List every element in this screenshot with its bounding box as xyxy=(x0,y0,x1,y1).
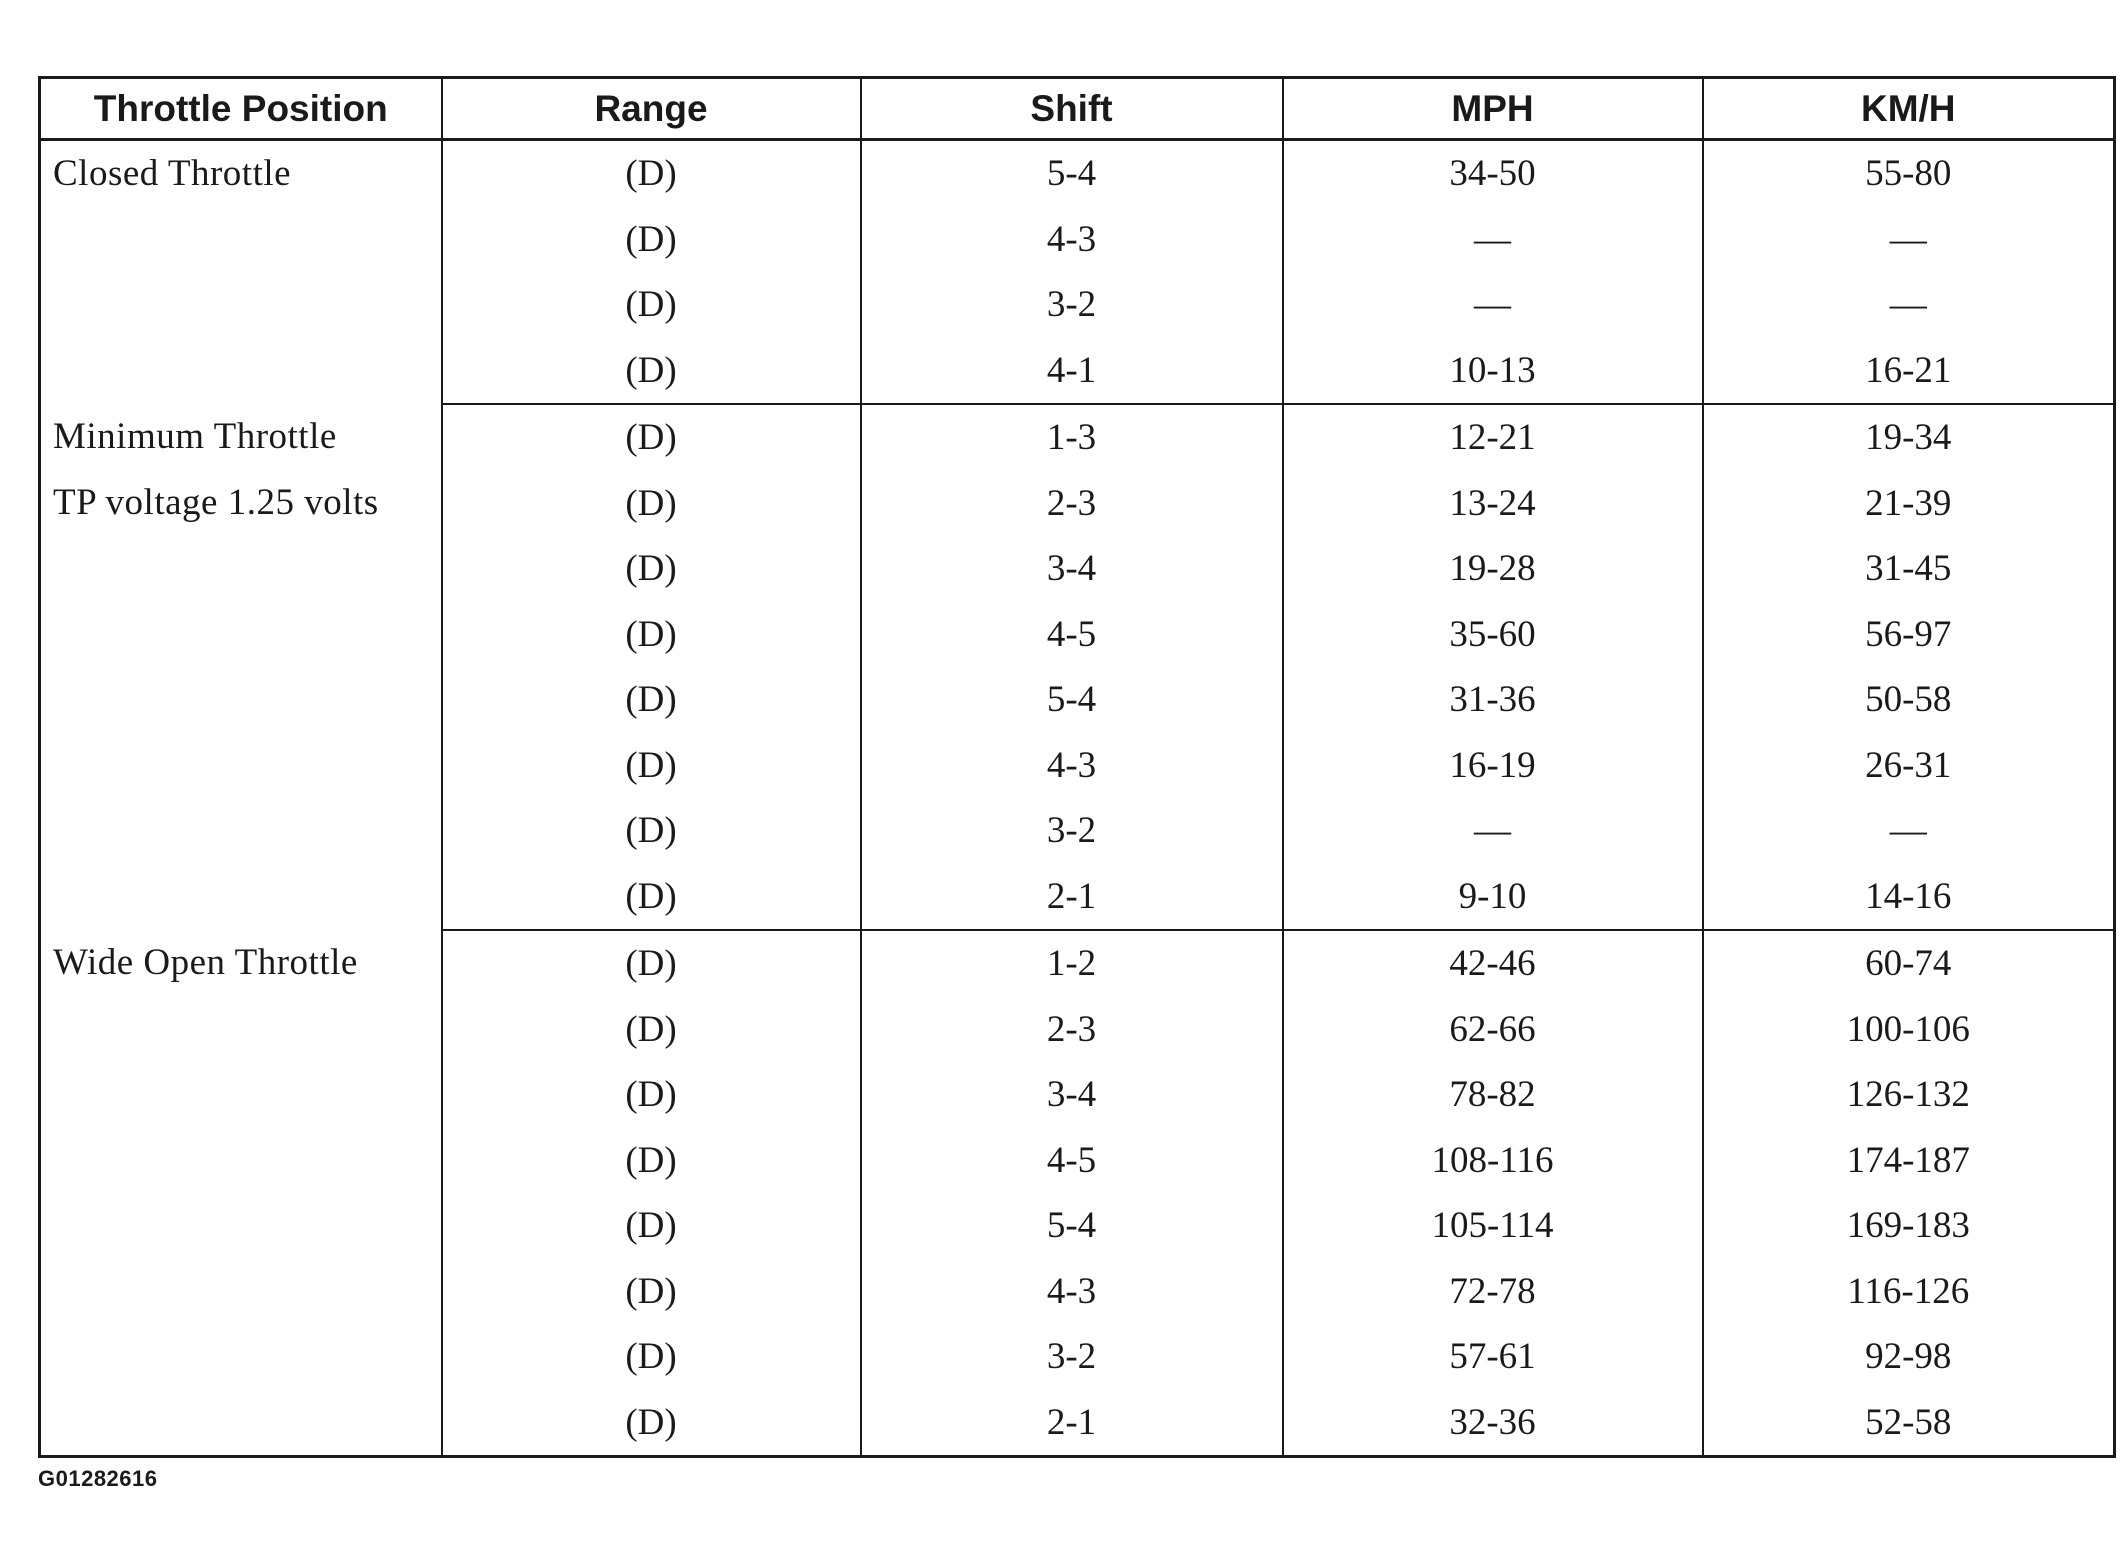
range-cell: (D) xyxy=(442,798,861,864)
shift-cell: 2-3 xyxy=(861,997,1283,1063)
table-row xyxy=(40,404,2115,471)
mph-cell: — xyxy=(1283,272,1703,338)
table-row xyxy=(40,140,2115,207)
mph-cell: — xyxy=(1283,207,1703,273)
shift-cell: 2-1 xyxy=(861,1390,1283,1457)
kmh-cell: 174-187 xyxy=(1703,1128,2115,1194)
kmh-cell: 55-80 xyxy=(1703,140,2115,207)
shift-speed-table xyxy=(38,76,2116,1458)
shift-cell: 4-3 xyxy=(861,207,1283,273)
kmh-cell: 116-126 xyxy=(1703,1259,2115,1325)
mph-cell: 19-28 xyxy=(1283,536,1703,602)
throttle-position-cell xyxy=(40,404,442,930)
shift-cell: 3-2 xyxy=(861,798,1283,864)
shift-cell: 4-1 xyxy=(861,338,1283,405)
shift-cell: 5-4 xyxy=(861,1193,1283,1259)
table-row xyxy=(40,930,2115,997)
shift-cell: 5-4 xyxy=(861,140,1283,207)
range-cell: (D) xyxy=(442,404,861,471)
range-cell: (D) xyxy=(442,602,861,668)
mph-cell: 31-36 xyxy=(1283,667,1703,733)
range-cell: (D) xyxy=(442,930,861,997)
range-cell: (D) xyxy=(442,1193,861,1259)
kmh-cell: 50-58 xyxy=(1703,667,2115,733)
kmh-cell: 126-132 xyxy=(1703,1062,2115,1128)
throttle-position-label: Closed Throttle xyxy=(53,153,292,194)
shift-cell: 2-3 xyxy=(861,471,1283,537)
header-shift: Shift xyxy=(861,78,1283,140)
range-cell: (D) xyxy=(442,864,861,931)
range-cell: (D) xyxy=(442,140,861,207)
mph-cell: 32-36 xyxy=(1283,1390,1703,1457)
mph-cell: 72-78 xyxy=(1283,1259,1703,1325)
mph-cell: 13-24 xyxy=(1283,471,1703,537)
mph-cell: 9-10 xyxy=(1283,864,1703,931)
kmh-cell: 60-74 xyxy=(1703,930,2115,997)
header-mph: MPH xyxy=(1283,78,1703,140)
kmh-cell: 100-106 xyxy=(1703,997,2115,1063)
shift-cell: 5-4 xyxy=(861,667,1283,733)
shift-cell: 1-3 xyxy=(861,404,1283,471)
range-cell: (D) xyxy=(442,1324,861,1390)
shift-cell: 4-5 xyxy=(861,1128,1283,1194)
range-cell: (D) xyxy=(442,471,861,537)
range-cell: (D) xyxy=(442,733,861,799)
shift-cell: 4-3 xyxy=(861,1259,1283,1325)
range-cell: (D) xyxy=(442,536,861,602)
range-cell: (D) xyxy=(442,1259,861,1325)
kmh-cell: 14-16 xyxy=(1703,864,2115,931)
throttle-position-cell xyxy=(40,930,442,1457)
mph-cell: 105-114 xyxy=(1283,1193,1703,1259)
header-kmh: KM/H xyxy=(1703,78,2115,140)
mph-cell: 57-61 xyxy=(1283,1324,1703,1390)
header-range: Range xyxy=(442,78,861,140)
shift-cell: 2-1 xyxy=(861,864,1283,931)
kmh-cell: 92-98 xyxy=(1703,1324,2115,1390)
kmh-cell: — xyxy=(1703,798,2115,864)
shift-cell: 3-2 xyxy=(861,1324,1283,1390)
throttle-position-label: TP voltage 1.25 volts xyxy=(53,481,379,523)
kmh-cell: 52-58 xyxy=(1703,1390,2115,1457)
range-cell: (D) xyxy=(442,997,861,1063)
range-cell: (D) xyxy=(442,1390,861,1457)
mph-cell: 12-21 xyxy=(1283,404,1703,471)
kmh-cell: 26-31 xyxy=(1703,733,2115,799)
mph-cell: 78-82 xyxy=(1283,1062,1703,1128)
kmh-cell: 31-45 xyxy=(1703,536,2115,602)
range-cell: (D) xyxy=(442,1128,861,1194)
kmh-cell: 16-21 xyxy=(1703,338,2115,405)
range-cell: (D) xyxy=(442,1062,861,1128)
mph-cell: 35-60 xyxy=(1283,602,1703,668)
mph-cell: 16-19 xyxy=(1283,733,1703,799)
shift-cell: 4-3 xyxy=(861,733,1283,799)
mph-cell: 10-13 xyxy=(1283,338,1703,405)
shift-cell: 1-2 xyxy=(861,930,1283,997)
kmh-cell: 19-34 xyxy=(1703,404,2115,471)
shift-cell: 4-5 xyxy=(861,602,1283,668)
range-cell: (D) xyxy=(442,667,861,733)
kmh-cell: — xyxy=(1703,207,2115,273)
table-header-row xyxy=(40,78,2115,140)
kmh-cell: 169-183 xyxy=(1703,1193,2115,1259)
mph-cell: — xyxy=(1283,798,1703,864)
mph-cell: 34-50 xyxy=(1283,140,1703,207)
header-throttle-position: Throttle Position xyxy=(40,78,442,140)
mph-cell: 62-66 xyxy=(1283,997,1703,1063)
throttle-position-label: Minimum Throttle xyxy=(53,416,337,457)
kmh-cell: 21-39 xyxy=(1703,471,2115,537)
mph-cell: 42-46 xyxy=(1283,930,1703,997)
throttle-position-cell xyxy=(40,140,442,405)
throttle-position-label: Wide Open Throttle xyxy=(53,942,358,983)
shift-cell: 3-4 xyxy=(861,1062,1283,1128)
shift-cell: 3-2 xyxy=(861,272,1283,338)
mph-cell: 108-116 xyxy=(1283,1128,1703,1194)
range-cell: (D) xyxy=(442,207,861,273)
figure-id-caption: G01282616 xyxy=(38,1466,158,1491)
shift-cell: 3-4 xyxy=(861,536,1283,602)
kmh-cell: — xyxy=(1703,272,2115,338)
table-body xyxy=(40,140,2115,1457)
range-cell: (D) xyxy=(442,338,861,405)
range-cell: (D) xyxy=(442,272,861,338)
kmh-cell: 56-97 xyxy=(1703,602,2115,668)
